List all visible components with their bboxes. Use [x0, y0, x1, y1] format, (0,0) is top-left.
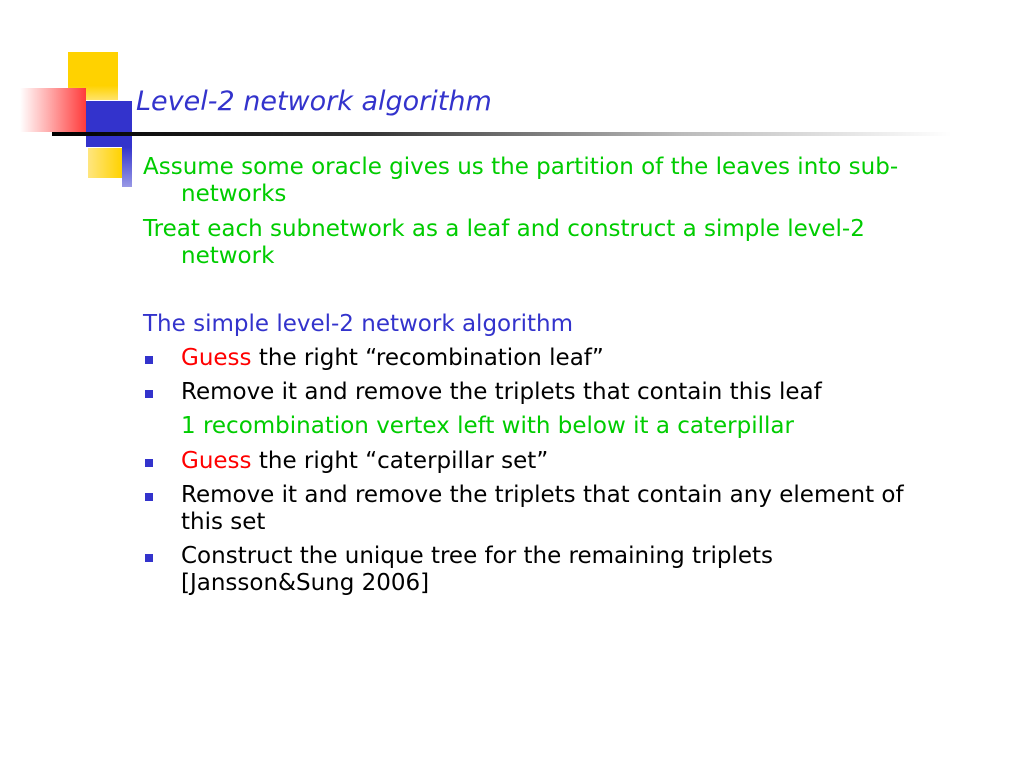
intro-item-2-line-1: Treat each subnetwork as a leaf and construct a simple level-2 [143, 216, 865, 242]
slide-title: Level-2 network algorithm [136, 86, 492, 117]
bullet-item-5-line-2: [Jansson&Sung 2006] [181, 570, 430, 596]
caterpillar-note: 1 recombination vertex left with below it a caterpillar [181, 413, 794, 439]
bullet-item-1 [181, 344, 604, 372]
bullet-square-icon [145, 459, 153, 467]
bullet-item-3 [181, 447, 548, 475]
intro-item-2-line-2: network [181, 243, 275, 269]
bullet-item-4-line-2: this set [181, 509, 266, 535]
intro-item-1-line-1: Assume some oracle gives us the partition of the leaves into sub- [143, 154, 899, 180]
section-heading: The simple level-2 network algorithm [143, 311, 573, 337]
bullet-item-5-line-1: Construct the unique tree for the remaining triplets [181, 543, 773, 569]
intro-item-1-line-2: networks [181, 181, 287, 207]
bullet-square-icon [145, 390, 153, 398]
guess-highlight: Guess [181, 345, 252, 371]
guess-highlight: Guess [181, 448, 252, 474]
blue-square-decoration [86, 101, 132, 147]
bullet-square-icon [145, 493, 153, 501]
title-underline-rule [52, 132, 952, 136]
bullet-item-3-text: the right “caterpillar set” [251, 448, 549, 474]
red-gradient-decoration [20, 88, 86, 132]
bullet-item-2: Remove it and remove the triplets that contain this leaf [181, 379, 822, 405]
bullet-square-icon [145, 356, 153, 364]
yellow-square-lower-decoration [88, 148, 122, 178]
bullet-square-icon [145, 554, 153, 562]
bullet-item-1-text: the right “recombination leaf” [251, 345, 604, 371]
bullet-item-4-line-1: Remove it and remove the triplets that contain any element of [181, 482, 904, 508]
blue-bar-decoration [122, 147, 132, 187]
